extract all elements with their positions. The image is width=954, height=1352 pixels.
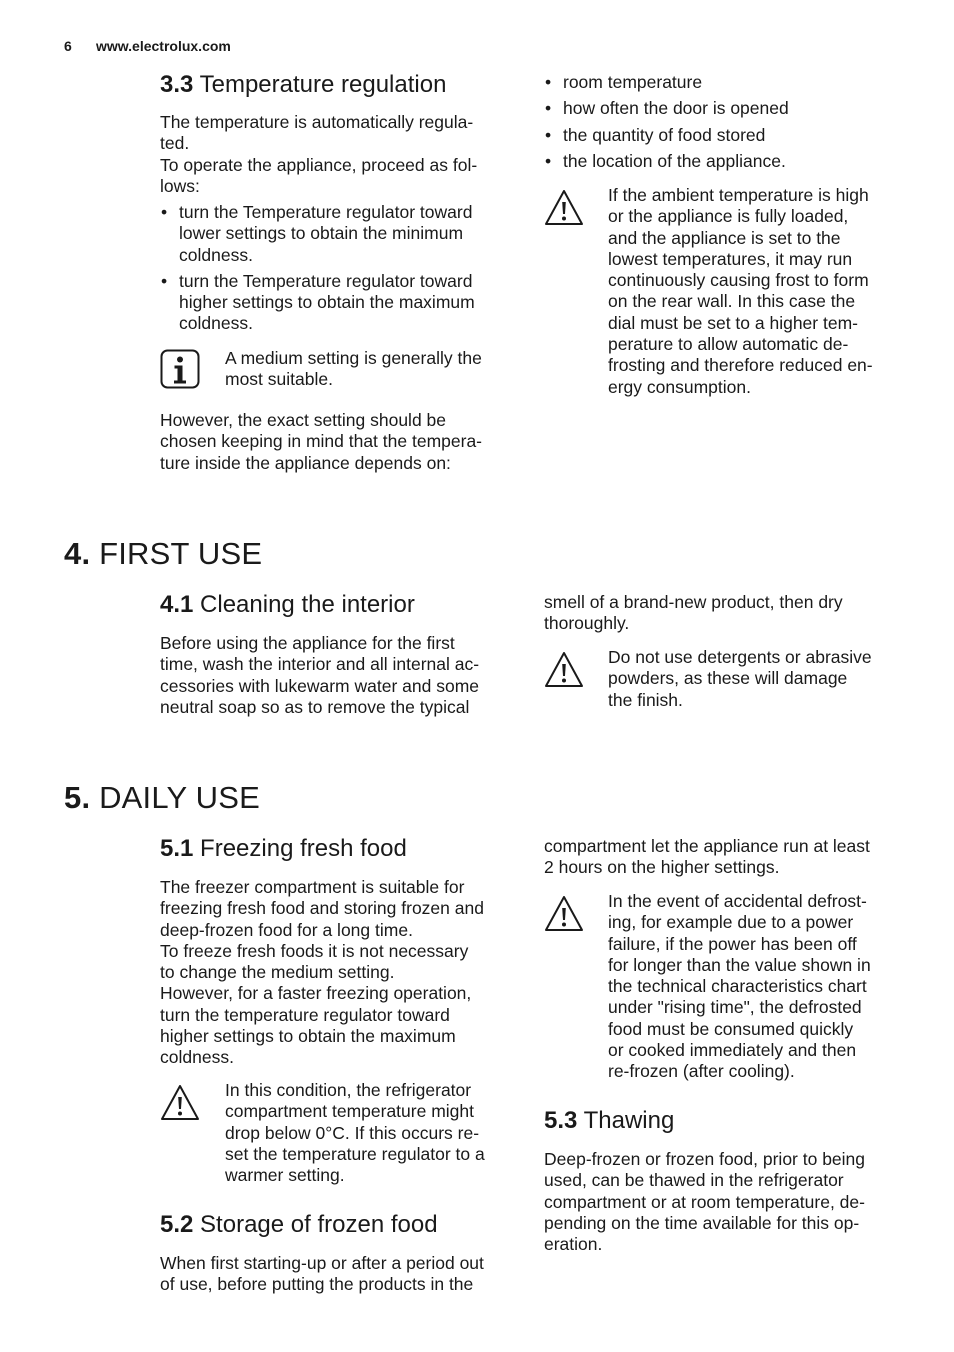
warning-note: If the ambient temperature is high or the appliance is fully loaded, and the appliance is set to the lowest temperatures, it may run continuously causing frost to form on the rear wall. In this case the dial must be set to a higher tem- perature to allow automatic de- frosting and therefore reduced en- ergy consumption. xyxy=(608,185,873,397)
paragraph-continued: smell of a brand-new product, then dry thoroughly. xyxy=(544,592,843,634)
paragraph: However, the exact setting should be chosen keeping in mind that the tempera- ture inside the appliance depends on: xyxy=(160,410,482,473)
section-5-2-heading xyxy=(160,1210,438,1240)
list-item-text: room temperature xyxy=(563,72,703,92)
bullet-list xyxy=(160,202,520,340)
list-item-text: turn the Temperature regulator toward higher settings to obtain the maximum coldness. xyxy=(179,270,475,334)
section-title: Freezing fresh food xyxy=(200,835,407,862)
section-number: 5.3 xyxy=(544,1107,578,1134)
section-title: Storage of frozen food xyxy=(200,1211,438,1238)
list-item-text: turn the Temperature regulator toward lower settings to obtain the minimum coldness. xyxy=(179,202,473,265)
page-number: 6 xyxy=(64,38,72,54)
chapter-5-heading xyxy=(64,780,260,816)
list-item-text: the quantity of food stored xyxy=(563,124,766,145)
list-item-text: the location of the appliance. xyxy=(563,150,786,171)
list-item xyxy=(544,98,904,119)
section-title: Temperature regulation xyxy=(199,71,447,98)
list-item xyxy=(160,202,520,266)
section-number: 5.2 xyxy=(160,1211,194,1238)
section-title: Cleaning the interior xyxy=(200,591,415,618)
warning-triangle-icon xyxy=(160,1083,200,1123)
bullet-dot-icon: • xyxy=(545,72,552,92)
paragraph: The freezer compartment is suitable for freezing fresh food and storing frozen and deep-frozen food for a long time. To freeze fresh foods it is not necessary to change the medium setting. However, for a faster freezing operation, turn the temperature regulator toward higher settings to obtain the maximum coldness. xyxy=(160,877,484,1068)
paragraph: When first starting-up or after a period out of use, before putting the products in the xyxy=(160,1253,484,1295)
list-item-text: how often the door is opened xyxy=(563,98,789,119)
depends-list xyxy=(544,72,904,177)
bullet-dot-icon: • xyxy=(545,150,552,171)
section-number: 5.1 xyxy=(160,835,194,862)
chapter-4-heading xyxy=(64,536,262,572)
warning-note: Do not use detergents or abrasive powders, as these will damage the finish. xyxy=(608,647,872,710)
warning-note: In the event of accidental defrost- ing, for example due to a power failure, if the power has been off for longer than the value shown in the technical characteristics chart under "rising time", the defrosted food must be consumed quickly or cooked immediately and then re-frozen (after cooling). xyxy=(608,891,871,1082)
section-5-1-heading xyxy=(160,834,407,864)
section-3-3-heading xyxy=(160,70,446,100)
info-icon xyxy=(160,349,200,389)
list-item xyxy=(544,125,904,146)
list-item xyxy=(160,271,520,335)
bullet-dot-icon: • xyxy=(545,124,552,145)
paragraph: The temperature is automatically regula- ted. To operate the appliance, proceed as fol- lows: xyxy=(160,112,478,196)
chapter-number: 4. xyxy=(64,536,91,571)
chapter-number: 5. xyxy=(64,780,91,815)
chapter-title: FIRST USE xyxy=(99,536,263,571)
warning-triangle-icon xyxy=(544,188,584,228)
warning-triangle-icon xyxy=(544,894,584,934)
bullet-dot-icon: • xyxy=(161,270,168,291)
section-number: 4.1 xyxy=(160,591,194,618)
warning-triangle-icon xyxy=(544,650,584,690)
paragraph: Deep-frozen or frozen food, prior to being used, can be thawed in the refrigerator compartment or at room temperature, de- pending on the time available for this op- eration. xyxy=(544,1149,866,1255)
header-url: www.electrolux.com xyxy=(96,38,231,54)
section-title: Thawing xyxy=(583,1107,675,1134)
chapter-title: DAILY USE xyxy=(99,780,260,815)
bullet-dot-icon: • xyxy=(161,202,168,222)
section-5-3-heading xyxy=(544,1106,674,1136)
section-4-1-heading xyxy=(160,590,415,620)
warning-note: In this condition, the refrigerator compartment temperature might drop below 0°C. If this occurs re- set the temperature regulator to a warmer setting. xyxy=(225,1080,485,1186)
paragraph-continued: compartment let the appliance run at least 2 hours on the higher settings. xyxy=(544,836,870,878)
list-item xyxy=(544,151,904,172)
bullet-dot-icon: • xyxy=(545,98,552,119)
section-number: 3.3 xyxy=(160,71,194,98)
info-note: A medium setting is generally the most suitable. xyxy=(225,348,482,390)
paragraph: Before using the appliance for the first time, wash the interior and all internal ac- cessories with lukewarm water and some neutral soap so as to remove the typical xyxy=(160,633,480,717)
list-item xyxy=(544,72,904,93)
